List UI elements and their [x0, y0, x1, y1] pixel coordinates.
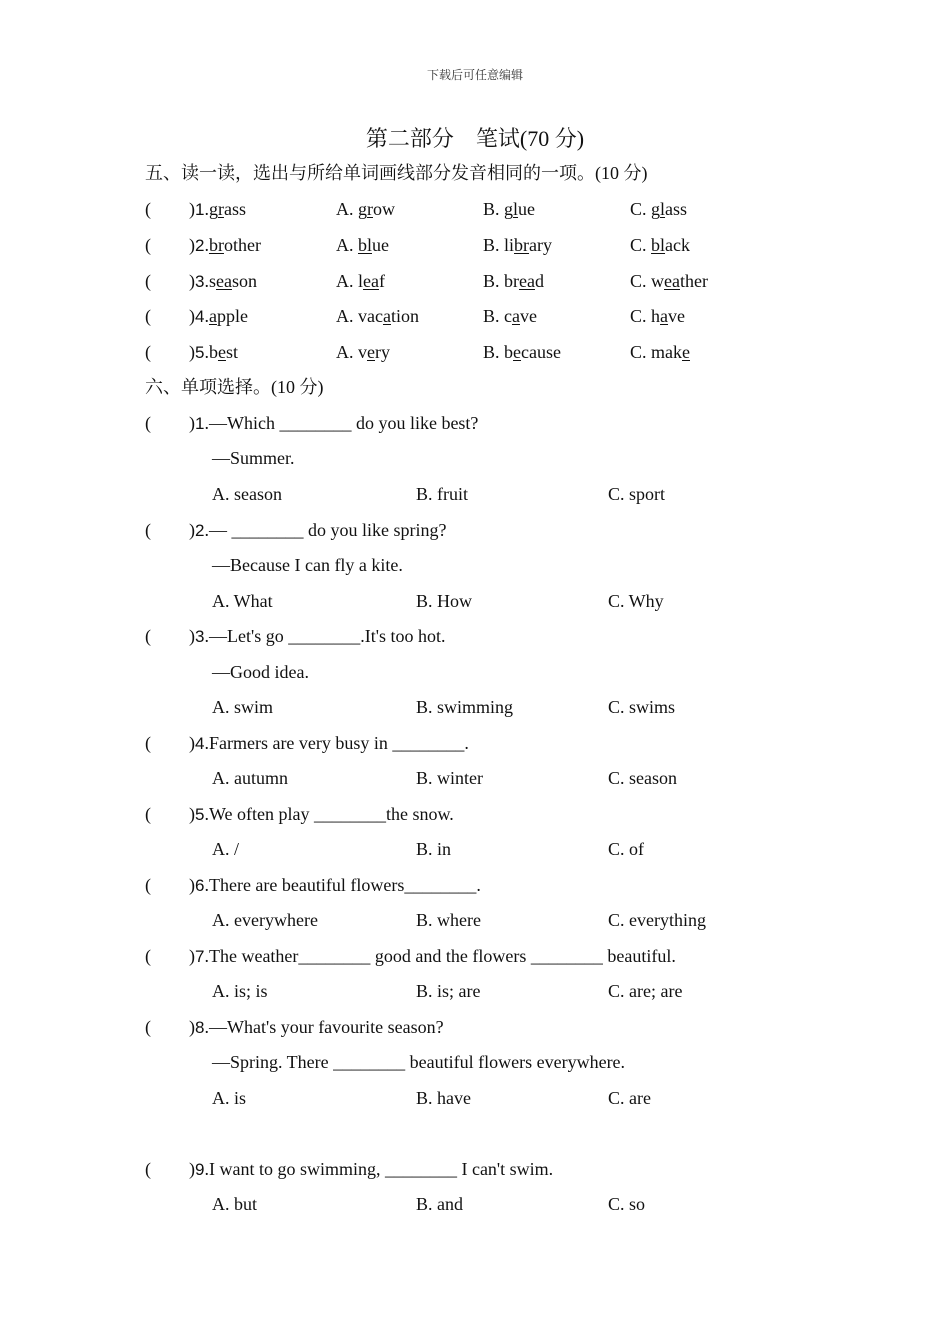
- question-word: )3.season: [189, 271, 257, 291]
- option-c: C. weather: [630, 271, 708, 291]
- s6-options-6: [0, 908, 950, 932]
- option-a: A. very: [336, 342, 390, 362]
- s6-question-5: [0, 802, 950, 826]
- option-b: B. is; are: [416, 981, 481, 1001]
- answer-blank[interactable]: (: [145, 306, 151, 326]
- option-b: B. because: [483, 342, 561, 362]
- section6-heading: 六、单项选择。(10 分): [145, 377, 324, 397]
- option-b: B. library: [483, 235, 552, 255]
- page-title: 第二部分 笔试(70 分): [365, 126, 585, 151]
- option-a: A. grow: [336, 199, 395, 219]
- option-a: A. autumn: [212, 768, 288, 788]
- option-c: C. swims: [608, 697, 676, 717]
- option-b: B. fruit: [416, 484, 468, 504]
- option-a: A. vacation: [336, 306, 419, 326]
- answer-blank[interactable]: (: [145, 235, 151, 255]
- answer-blank[interactable]: (: [145, 199, 151, 219]
- s6-options-2: [0, 589, 950, 613]
- option-b: B. glue: [483, 199, 536, 219]
- answer-blank[interactable]: (: [145, 342, 151, 362]
- option-a: A. but: [212, 1194, 257, 1214]
- option-c: C. black: [630, 235, 691, 255]
- answer-blank[interactable]: (: [145, 804, 151, 824]
- question-word: )2.brother: [189, 235, 261, 255]
- option-b: B. have: [416, 1088, 471, 1108]
- question-word: )1.grass: [189, 199, 246, 219]
- option-c: C. so: [608, 1194, 646, 1214]
- s6-question-8: [0, 1015, 950, 1039]
- s6-options-1: [0, 482, 950, 506]
- s6-question-1: [0, 411, 950, 435]
- option-b: B. swimming: [416, 697, 514, 717]
- option-c: C. Why: [608, 591, 664, 611]
- s6-question-7: [0, 944, 950, 968]
- answer-blank[interactable]: (: [145, 520, 151, 540]
- s6-question-2: [0, 518, 950, 542]
- s6-options-9: [0, 1192, 950, 1216]
- s6-options-4: [0, 766, 950, 790]
- option-b: B. in: [416, 839, 452, 859]
- section5-heading: 五、读一读，选出与所给单词画线部分发音相同的一项。(10 分): [145, 163, 648, 183]
- answer-blank[interactable]: (: [145, 413, 151, 433]
- answer-blank[interactable]: (: [145, 733, 151, 753]
- s6-options-7: [0, 979, 950, 1003]
- question-word: )4.apple: [189, 306, 248, 326]
- answer-blank[interactable]: (: [145, 1017, 151, 1037]
- s5-question-2: [0, 233, 950, 257]
- option-c: C. season: [608, 768, 677, 788]
- s5-question-5: [0, 340, 950, 364]
- option-c: C. everything: [608, 910, 706, 930]
- s6-options-3: [0, 695, 950, 719]
- answer-blank[interactable]: (: [145, 946, 151, 966]
- s6-question-3: [0, 624, 950, 648]
- option-a: A. season: [212, 484, 282, 504]
- option-a: A. leaf: [336, 271, 385, 291]
- s6-options-5: [0, 837, 950, 861]
- answer-blank[interactable]: (: [145, 271, 151, 291]
- option-a: A. swim: [212, 697, 274, 717]
- question-stem: )4.Farmers are very busy in ________.: [189, 733, 469, 753]
- answer-blank[interactable]: (: [145, 875, 151, 895]
- option-b: B. cave: [483, 306, 537, 326]
- s5-question-4: [0, 304, 950, 328]
- question-stem: )3.—Let's go ________.It's too hot.: [189, 626, 446, 646]
- question-stem: )8.—What's your favourite season?: [189, 1017, 444, 1037]
- option-c: C. glass: [630, 199, 688, 219]
- option-b: B. winter: [416, 768, 483, 788]
- option-c: C. have: [630, 306, 686, 326]
- question-reply: —Because I can fly a kite.: [212, 555, 403, 575]
- option-c: C. of: [608, 839, 644, 859]
- option-b: B. How: [416, 591, 473, 611]
- question-stem: )5.We often play ________the snow.: [189, 804, 454, 824]
- s6-question-6: [0, 873, 950, 897]
- option-c: C. make: [630, 342, 690, 362]
- option-a: A. What: [212, 591, 273, 611]
- option-b: B. and: [416, 1194, 463, 1214]
- option-b: B. where: [416, 910, 481, 930]
- question-stem: )6.There are beautiful flowers________.: [189, 875, 481, 895]
- question-word: )5.best: [189, 342, 238, 362]
- answer-blank[interactable]: (: [145, 626, 151, 646]
- s6-question-9: [0, 1157, 950, 1181]
- option-b: B. bread: [483, 271, 544, 291]
- option-a: A. is; is: [212, 981, 268, 1001]
- question-stem: )1.—Which ________ do you like best?: [189, 413, 479, 433]
- option-c: C. sport: [608, 484, 666, 504]
- question-reply: —Good idea.: [212, 662, 309, 682]
- s6-options-8: [0, 1086, 950, 1110]
- question-reply: —Spring. There ________ beautiful flowers everywhere.: [212, 1052, 626, 1072]
- question-reply: —Summer.: [212, 448, 295, 468]
- option-a: A. blue: [336, 235, 390, 255]
- question-stem: )7.The weather________ good and the flowers ________ beautiful.: [189, 946, 676, 966]
- question-stem: )9.I want to go swimming, ________ I can't swim.: [189, 1159, 554, 1179]
- s6-question-4: [0, 731, 950, 755]
- s5-question-1: [0, 197, 950, 221]
- option-c: C. are: [608, 1088, 651, 1108]
- option-a: A. everywhere: [212, 910, 318, 930]
- option-c: C. are; are: [608, 981, 683, 1001]
- s5-question-3: [0, 269, 950, 293]
- answer-blank[interactable]: (: [145, 1159, 151, 1179]
- option-a: A. /: [212, 839, 239, 859]
- option-a: A. is: [212, 1088, 247, 1108]
- watermark-header: 下载后可任意编辑: [426, 68, 523, 82]
- question-stem: )2.— ________ do you like spring?: [189, 520, 447, 540]
